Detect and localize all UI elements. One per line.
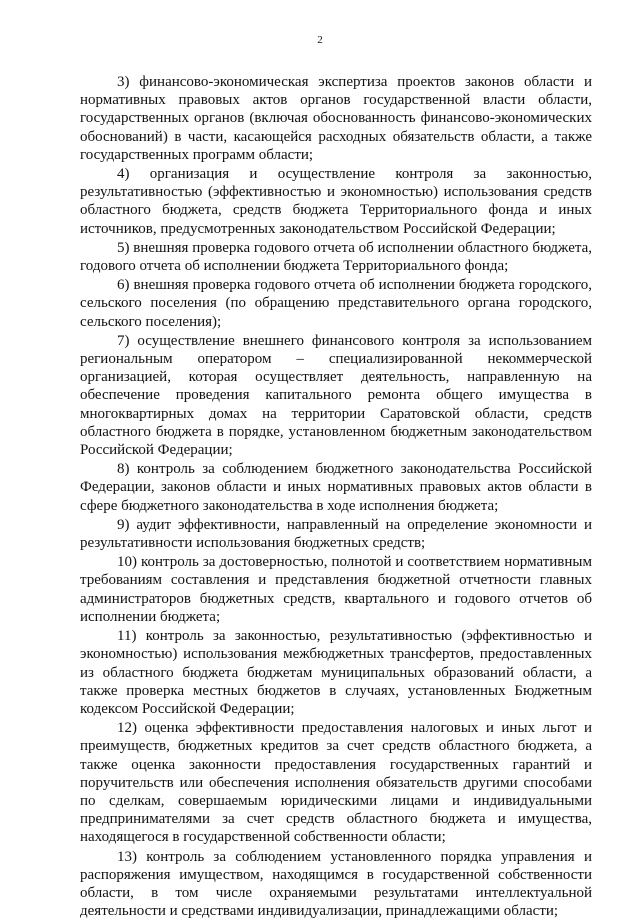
list-item-10: 10) контроль за достоверностью, полнотой и соответствием нормативным требованиям составления и представления бюджетной отчетности главных администраторов бюджетных средств, квартального и годового отчетов об исполнении бюджета; [80,554,592,625]
body-text [80,73,592,921]
list-item-3: 3) финансово-экономическая экспертиза проектов законов области и нормативных правовых актов органов государственной власти области, государственных органов (включая обоснованность финансово-экономических обоснований) в части, касающейся расходных обязательств области, а также государственных программ области; [80,74,592,163]
list-item-5: 5) внешняя проверка годового отчета об исполнении областного бюджета, годового отчета об исполнении бюджета Территориального фонда; [80,239,592,275]
list-item-12: 12) оценка эффективности предоставления налоговых и иных льгот и преимуществ, бюджетных кредитов за счет средств областного бюджета, а также оценка законности предоставления государственных гарантий и поручительств или обеспечения исполнения обязательств другими способами по сделкам, совершаемым юридическими лицами и индивидуальными предпринимателями за счет средств областного бюджета и имущества, находящегося в государственной собственности области; [80,720,592,846]
list-item-11: 11) контроль за законностью, результативностью (эффективностью и экономностью) использования межбюджетных трансфертов, предоставленных из областного бюджета бюджетам муниципальных образований области, а также проверка местных бюджетов в случаях, установленных Бюджетным кодексом Российской Федерации; [80,628,592,717]
list-item-8: 8) контроль за соблюдением бюджетного законодательства Российской Федерации, законов области и иных нормативных правовых актов области в сфере бюджетного законодательства в ходе исполнения бюджета; [80,461,592,514]
list-item-13: 13) контроль за соблюдением установленного порядка управления и распоряжения имуществом, находящимся в государственной собственности области, в том числе охраняемыми результатами интеллектуальной деятельности и средствами индивидуализации, принадлежащими области; [80,848,592,920]
list-item-4: 4) организация и осуществление контроля за законностью, результативностью (эффективностью и экономностью) использования средств областного бюджета, средств бюджета Территориального фонда и иных источников, предусмотренных законодательством Российской Федерации; [80,166,592,237]
list-item-6: 6) внешняя проверка годового отчета об исполнении бюджета городского, сельского поселения (по обращению представительного органа городского, сельского поселения); [80,277,592,330]
list-item-9: 9) аудит эффективности, направленный на определение экономности и результативности использования бюджетных средств; [80,516,592,552]
list-item-7: 7) осуществление внешнего финансового контроля за использованием региональным оператором – специализированной некоммерческой организацией, которая осуществляет деятельность, направленную на обеспечение проведения капитального ремонта общего имущества в многоквартирных домах на территории Саратовской области, средств областного бюджета в порядке, установленном бюджетным законодательством Российской Федерации; [80,332,592,459]
page-number: 2 [317,34,323,46]
